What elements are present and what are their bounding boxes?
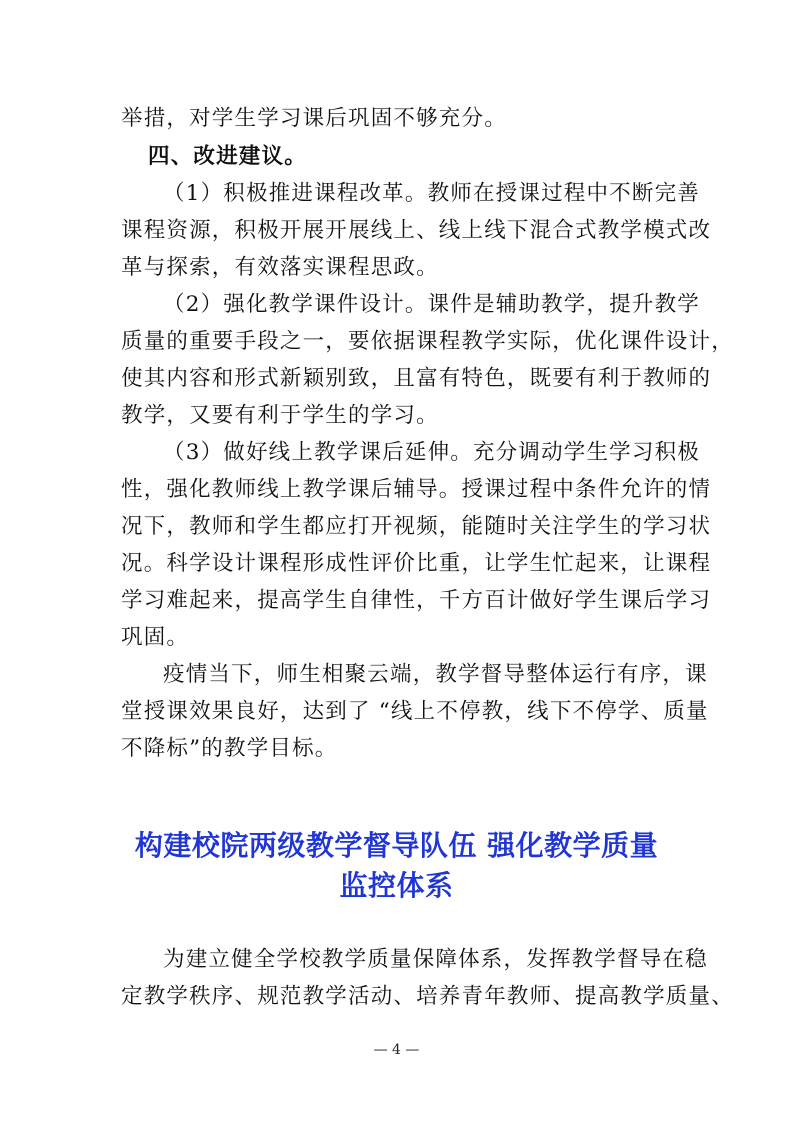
paragraph-line: 学习难起来，提高学生自律性，千方百计做好学生课后学习 [121,588,712,613]
paragraph-line: 课程资源，积极开展开展线上、线上线下混合式教学模式改 [121,218,712,243]
article-title-line-2: 监控体系 [339,869,454,902]
paragraph-line: 况。科学设计课程形成性评价比重，让学生忙起来，让课程 [121,551,712,576]
paragraph-line: 巩固。 [121,625,190,650]
paragraph-line: 使其内容和形式新颖别致，且富有特色，既要有利于教师的 [121,366,712,391]
page-number: — 4 — [373,1042,420,1058]
section-heading: 四、改进建议。 [148,144,307,169]
paragraph-line: 革与探索，有效落实课程思政。 [121,255,439,280]
paragraph-line: 质量的重要手段之一，要依据课程教学实际，优化课件设计， [121,329,734,354]
paragraph-line: 为建立健全学校教学质量保障体系，发挥教学督导在稳 [163,947,708,972]
paragraph-line: 举措，对学生学习课后巩固不够充分。 [121,106,507,131]
paragraph-line: 不降标”的教学目标。 [121,736,338,761]
paragraph-line: 况下，教师和学生都应打开视频，能随时关注学生的学习状 [121,514,712,539]
paragraph-line: 性，强化教师线上教学课后辅导。授课过程中条件允许的情 [121,477,712,502]
paragraph-line: （2）强化教学课件设计。课件是辅助教学，提升教学 [163,292,700,317]
paragraph-line: 堂授课效果良好，达到了 “线上不停教，线下不停学、质量 [121,699,709,724]
paragraph-line: （1）积极推进课程改革。教师在授课过程中不断完善 [163,181,700,206]
paragraph-line: 教学，又要有利于学生的学习。 [121,403,439,428]
paragraph-line: 定教学秩序、规范教学活动、培养青年教师、提高教学质量、 [121,984,734,1009]
paragraph-line: （3）做好线上教学课后延伸。充分调动学生学习积极 [163,440,700,465]
paragraph-line: 疫情当下，师生相聚云端，教学督导整体运行有序，课 [163,662,708,687]
article-title-line-1: 构建校院两级教学督导队伍 强化教学质量 [134,829,659,862]
